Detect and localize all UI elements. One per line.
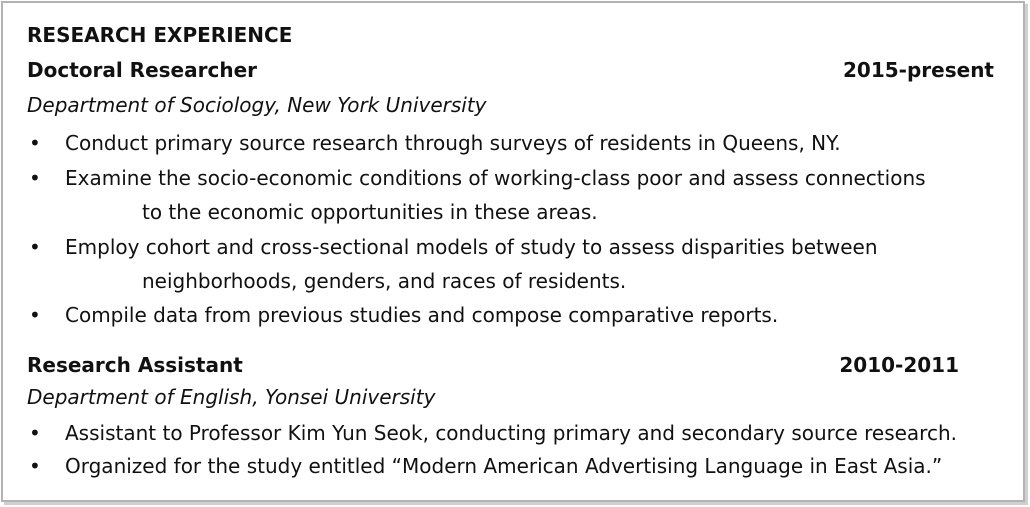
position-organization: Department of English, Yonsei University <box>27 385 436 409</box>
bullet-text: Compile data from previous studies and compose comparative reports. <box>65 303 779 327</box>
position-role: Research Assistant <box>27 353 243 377</box>
bullet-text: Organized for the study entitled “Modern American Advertising Language in East Asia.” <box>65 454 943 478</box>
bullet-marker: • <box>29 421 41 445</box>
bullet-text-continuation: neighborhoods, genders, and races of residents. <box>142 269 627 293</box>
bullet-text: Employ cohort and cross-sectional models of study to assess disparities between <box>65 235 878 259</box>
bullet-text: Examine the socio-economic conditions of working-class poor and assess connections <box>65 166 926 190</box>
bullet-marker: • <box>29 166 41 190</box>
bullet-text: Conduct primary source research through surveys of residents in Queens, NY. <box>65 131 841 155</box>
position-dates: 2015-present <box>843 58 994 82</box>
position-organization: Department of Sociology, New York University <box>27 93 487 117</box>
bullet-marker: • <box>29 235 41 259</box>
bullet-marker: • <box>29 303 41 327</box>
bullet-marker: • <box>29 131 41 155</box>
resume-section <box>3 3 1027 504</box>
bullet-text: Assistant to Professor Kim Yun Seok, conducting primary and secondary source research. <box>65 421 957 445</box>
bullet-text-continuation: to the economic opportunities in these areas. <box>142 200 598 224</box>
position-dates: 2010-2011 <box>839 353 959 377</box>
document-frame <box>1 1 1025 502</box>
position-role: Doctoral Researcher <box>27 58 257 82</box>
bullet-marker: • <box>29 454 41 478</box>
section-title: RESEARCH EXPERIENCE <box>27 23 293 47</box>
